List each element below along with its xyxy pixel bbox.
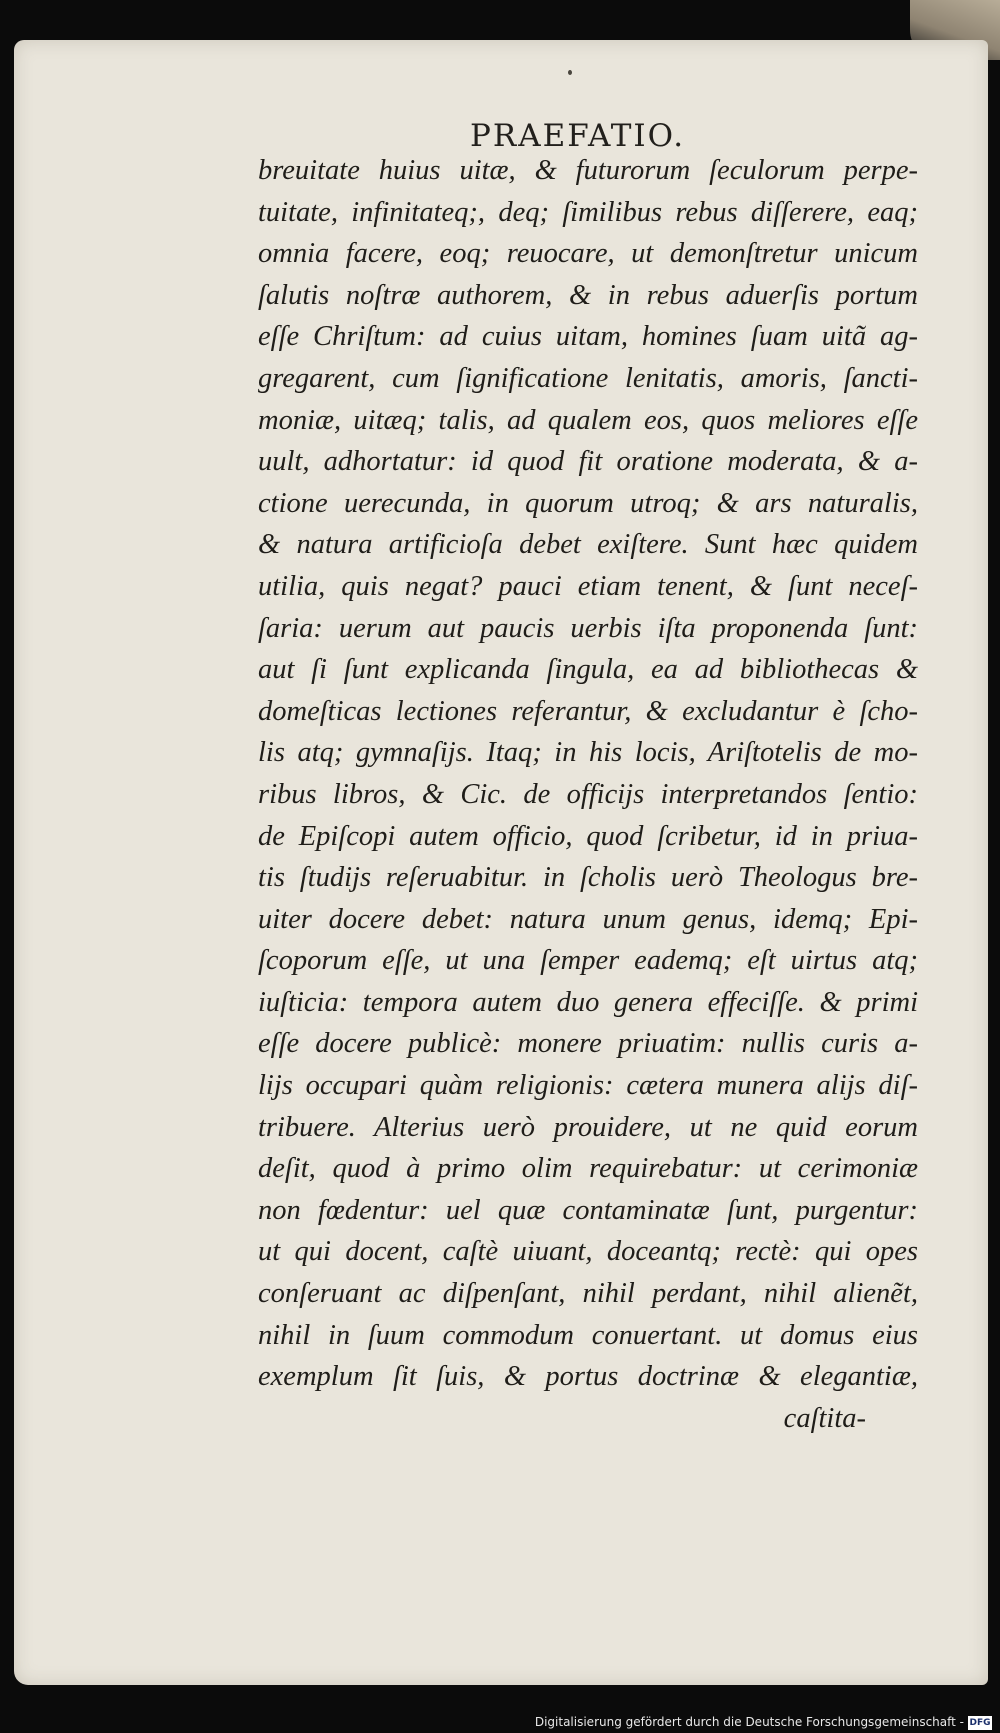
text-line: non fœdentur: uel quæ contaminatæ ſunt, purgentur: xyxy=(258,1194,918,1226)
dfg-logo-icon: DFG xyxy=(969,1718,991,1728)
text-line: ſalutis noſtræ authorem, & in rebus aduerſis portum xyxy=(258,279,918,311)
text-line: aut ſi ſunt explicanda ſingula, ea ad bibliothecas & xyxy=(258,654,918,686)
text-line: tribuere. Alterius uerò prouidere, ut ne quid eorum xyxy=(258,1111,918,1143)
text-line: eſſe Chriſtum: ad cuius uitam, homines ſuam uitã ag- xyxy=(258,321,918,353)
text-line: gregarent, cum ſignificatione lenitatis, amoris, ſancti- xyxy=(258,362,918,394)
text-line: nihil in ſuum commodum conuertant. ut domus eius xyxy=(258,1319,918,1351)
text-line: & natura artificioſa debet exiſtere. Sunt hæc quidem xyxy=(258,529,918,561)
text-line: eſſe docere publicè: monere priuatim: nullis curis a- xyxy=(258,1028,918,1060)
text-line: utilia, quis negat? pauci etiam tenent, & ſunt neceſ- xyxy=(258,570,918,602)
text-line: de Epiſcopi autem officio, quod ſcribetur, id in priua- xyxy=(258,820,918,852)
ink-dot-mark xyxy=(568,70,572,75)
text-line: deſit, quod à primo olim requirebatur: ut cerimoniæ xyxy=(258,1153,918,1185)
text-line: caſtita- xyxy=(783,1402,866,1434)
text-line: breuitate huius uitæ, & futurorum ſeculorum perpe- xyxy=(258,155,918,186)
running-head: PRAEFATIO. xyxy=(470,118,686,154)
text-line: lis atq; gymnaſijs. Itaq; in his locis, Ariſtotelis de mo- xyxy=(258,737,918,769)
text-line: uiter docere debet: natura unum genus, idemq; Epi- xyxy=(258,903,918,935)
text-line: tuitate, infinitateq;, deq; ſimilibus rebus diſſerere, eaq; xyxy=(258,196,918,228)
text-line: ſcoporum eſſe, ut una ſemper eademq; eſt uirtus atq; xyxy=(258,945,918,977)
text-line: ut qui docent, caſtè uiuant, doceantq; rectè: qui opes xyxy=(258,1236,918,1268)
text-line: moniæ, uitæq; talis, ad qualem eos, quos meliores eſſe xyxy=(258,404,918,436)
body-text xyxy=(258,150,918,1439)
text-line: iuſticia: tempora autem duo genera effeciſſe. & primi xyxy=(258,986,918,1018)
text-line: tis ſtudijs reſeruabitur. in ſcholis uerò Theologus bre- xyxy=(258,862,918,894)
text-line: omnia facere, eoq; reuocare, ut demonſtretur unicum xyxy=(258,238,918,270)
text-line: domeſticas lectiones referantur, & excludantur è ſcho- xyxy=(258,695,918,727)
text-line: lijs occupari quàm religionis: cætera munera alijs diſ- xyxy=(258,1070,918,1102)
text-line: ctione uerecunda, in quorum utroq; & ars naturalis, xyxy=(258,487,918,519)
text-line: ribus libros, & Cic. de officijs interpretandos ſentio: xyxy=(258,778,918,810)
text-line: exemplum ſit ſuis, & portus doctrinæ & elegantiæ, xyxy=(258,1361,918,1393)
text-line: conſeruant ac diſpenſant, nihil perdant, nihil alienẽt, xyxy=(258,1278,918,1310)
digitization-credit: Digitalisierung gefördert durch die Deutsche Forschungsgemeinschaft - xyxy=(534,1715,964,1729)
text-line: ſaria: uerum aut paucis uerbis iſta proponenda ſunt: xyxy=(258,612,918,644)
text-line: uult, adhortatur: id quod fit oratione moderata, & a- xyxy=(258,446,918,478)
